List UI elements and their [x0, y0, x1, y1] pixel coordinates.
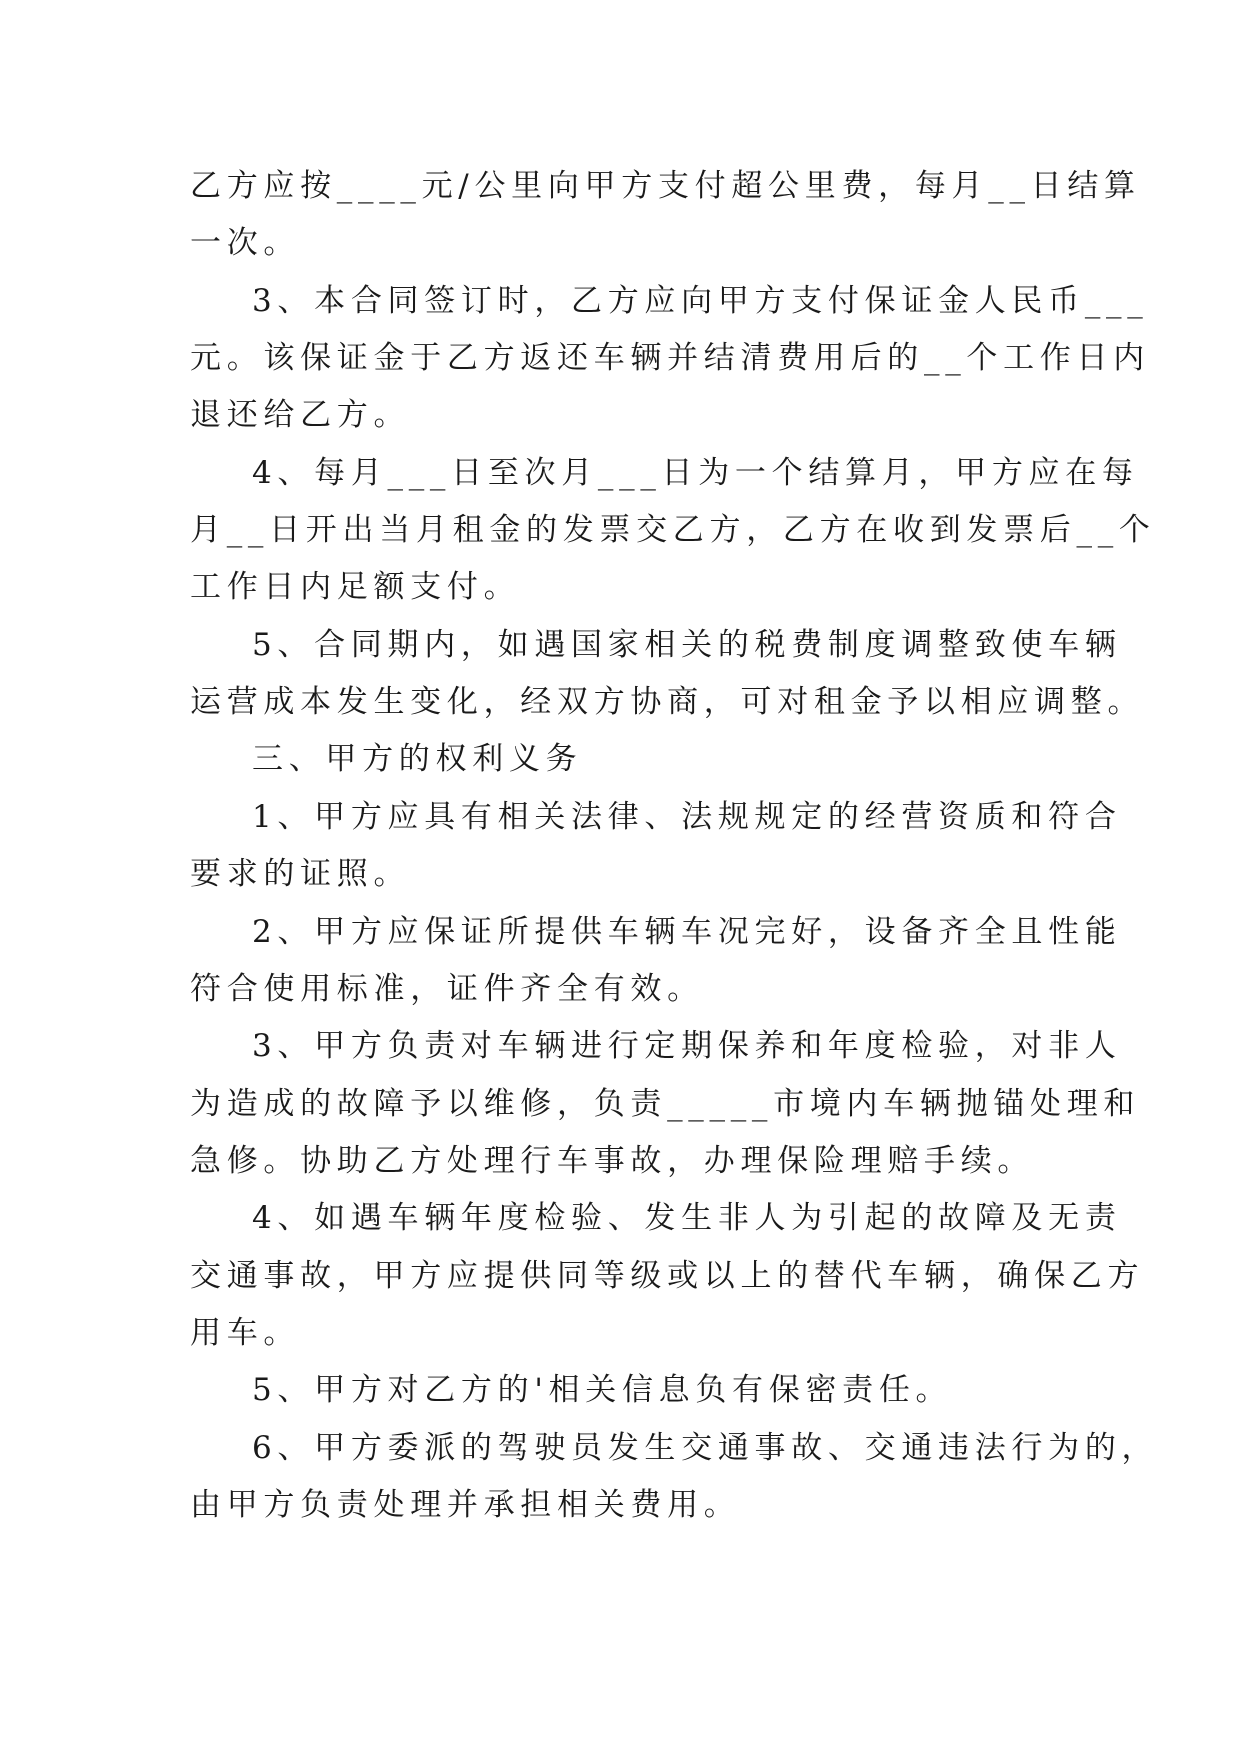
- paragraph-3-line-1: 3、本合同签订时，乙方应向甲方支付保证金人民币___: [252, 283, 1149, 319]
- text-line-2: 一次。: [190, 225, 301, 261]
- obligation-6-line-1: 6、甲方委派的驾驶员发生交通事故、交通违法行为的，: [252, 1430, 1159, 1466]
- paragraph-3-line-2: 元。该保证金于乙方返还车辆并结清费用后的__个工作日内: [190, 340, 1150, 376]
- paragraph-5-line-1: 5、合同期内，如遇国家相关的税费制度调整致使车辆: [252, 627, 1122, 663]
- paragraph-4-line-3: 工作日内足额支付。: [190, 569, 521, 605]
- obligation-3-line-2: 为造成的故障予以维修，负责_____市境内车辆抛锚处理和: [190, 1086, 1141, 1122]
- obligation-4-line-2: 交通事故，甲方应提供同等级或以上的替代车辆，确保乙方: [190, 1258, 1145, 1294]
- paragraph-4-line-1: 4、每月___日至次月___日为一个结算月，甲方应在每: [252, 455, 1139, 491]
- paragraph-3-line-3: 退还给乙方。: [190, 397, 411, 433]
- section-heading: 三、甲方的权利义务: [252, 741, 583, 777]
- obligation-3-line-1: 3、甲方负责对车辆进行定期保养和年度检验，对非人: [252, 1028, 1122, 1064]
- obligation-1-line-1: 1、甲方应具有相关法律、法规规定的经营资质和符合: [252, 799, 1122, 835]
- obligation-6-line-2: 由甲方负责处理并承担相关费用。: [190, 1487, 741, 1523]
- obligation-1-line-2: 要求的证照。: [190, 856, 411, 892]
- paragraph-4-line-2: 月__日开出当月租金的发票交乙方，乙方在收到发票后__个: [190, 512, 1156, 548]
- obligation-2-line-1: 2、甲方应保证所提供车辆车况完好，设备齐全且性能: [252, 914, 1122, 950]
- obligation-4-line-3: 用车。: [190, 1315, 301, 1351]
- obligation-4-line-1: 4、如遇车辆年度检验、发生非人为引起的故障及无责: [252, 1200, 1122, 1236]
- obligation-2-line-2: 符合使用标准，证件齐全有效。: [190, 971, 704, 1007]
- paragraph-5-line-2: 运营成本发生变化，经双方协商，可对租金予以相应调整。: [190, 684, 1145, 720]
- obligation-5-line-1: 5、甲方对乙方的'相关信息负有保密责任。: [252, 1372, 953, 1408]
- obligation-3-line-3: 急修。协助乙方处理行车事故，办理保险理赔手续。: [190, 1143, 1035, 1179]
- text-line-1: 乙方应按____元/公里向甲方支付超公里费，每月__日结算: [190, 168, 1141, 204]
